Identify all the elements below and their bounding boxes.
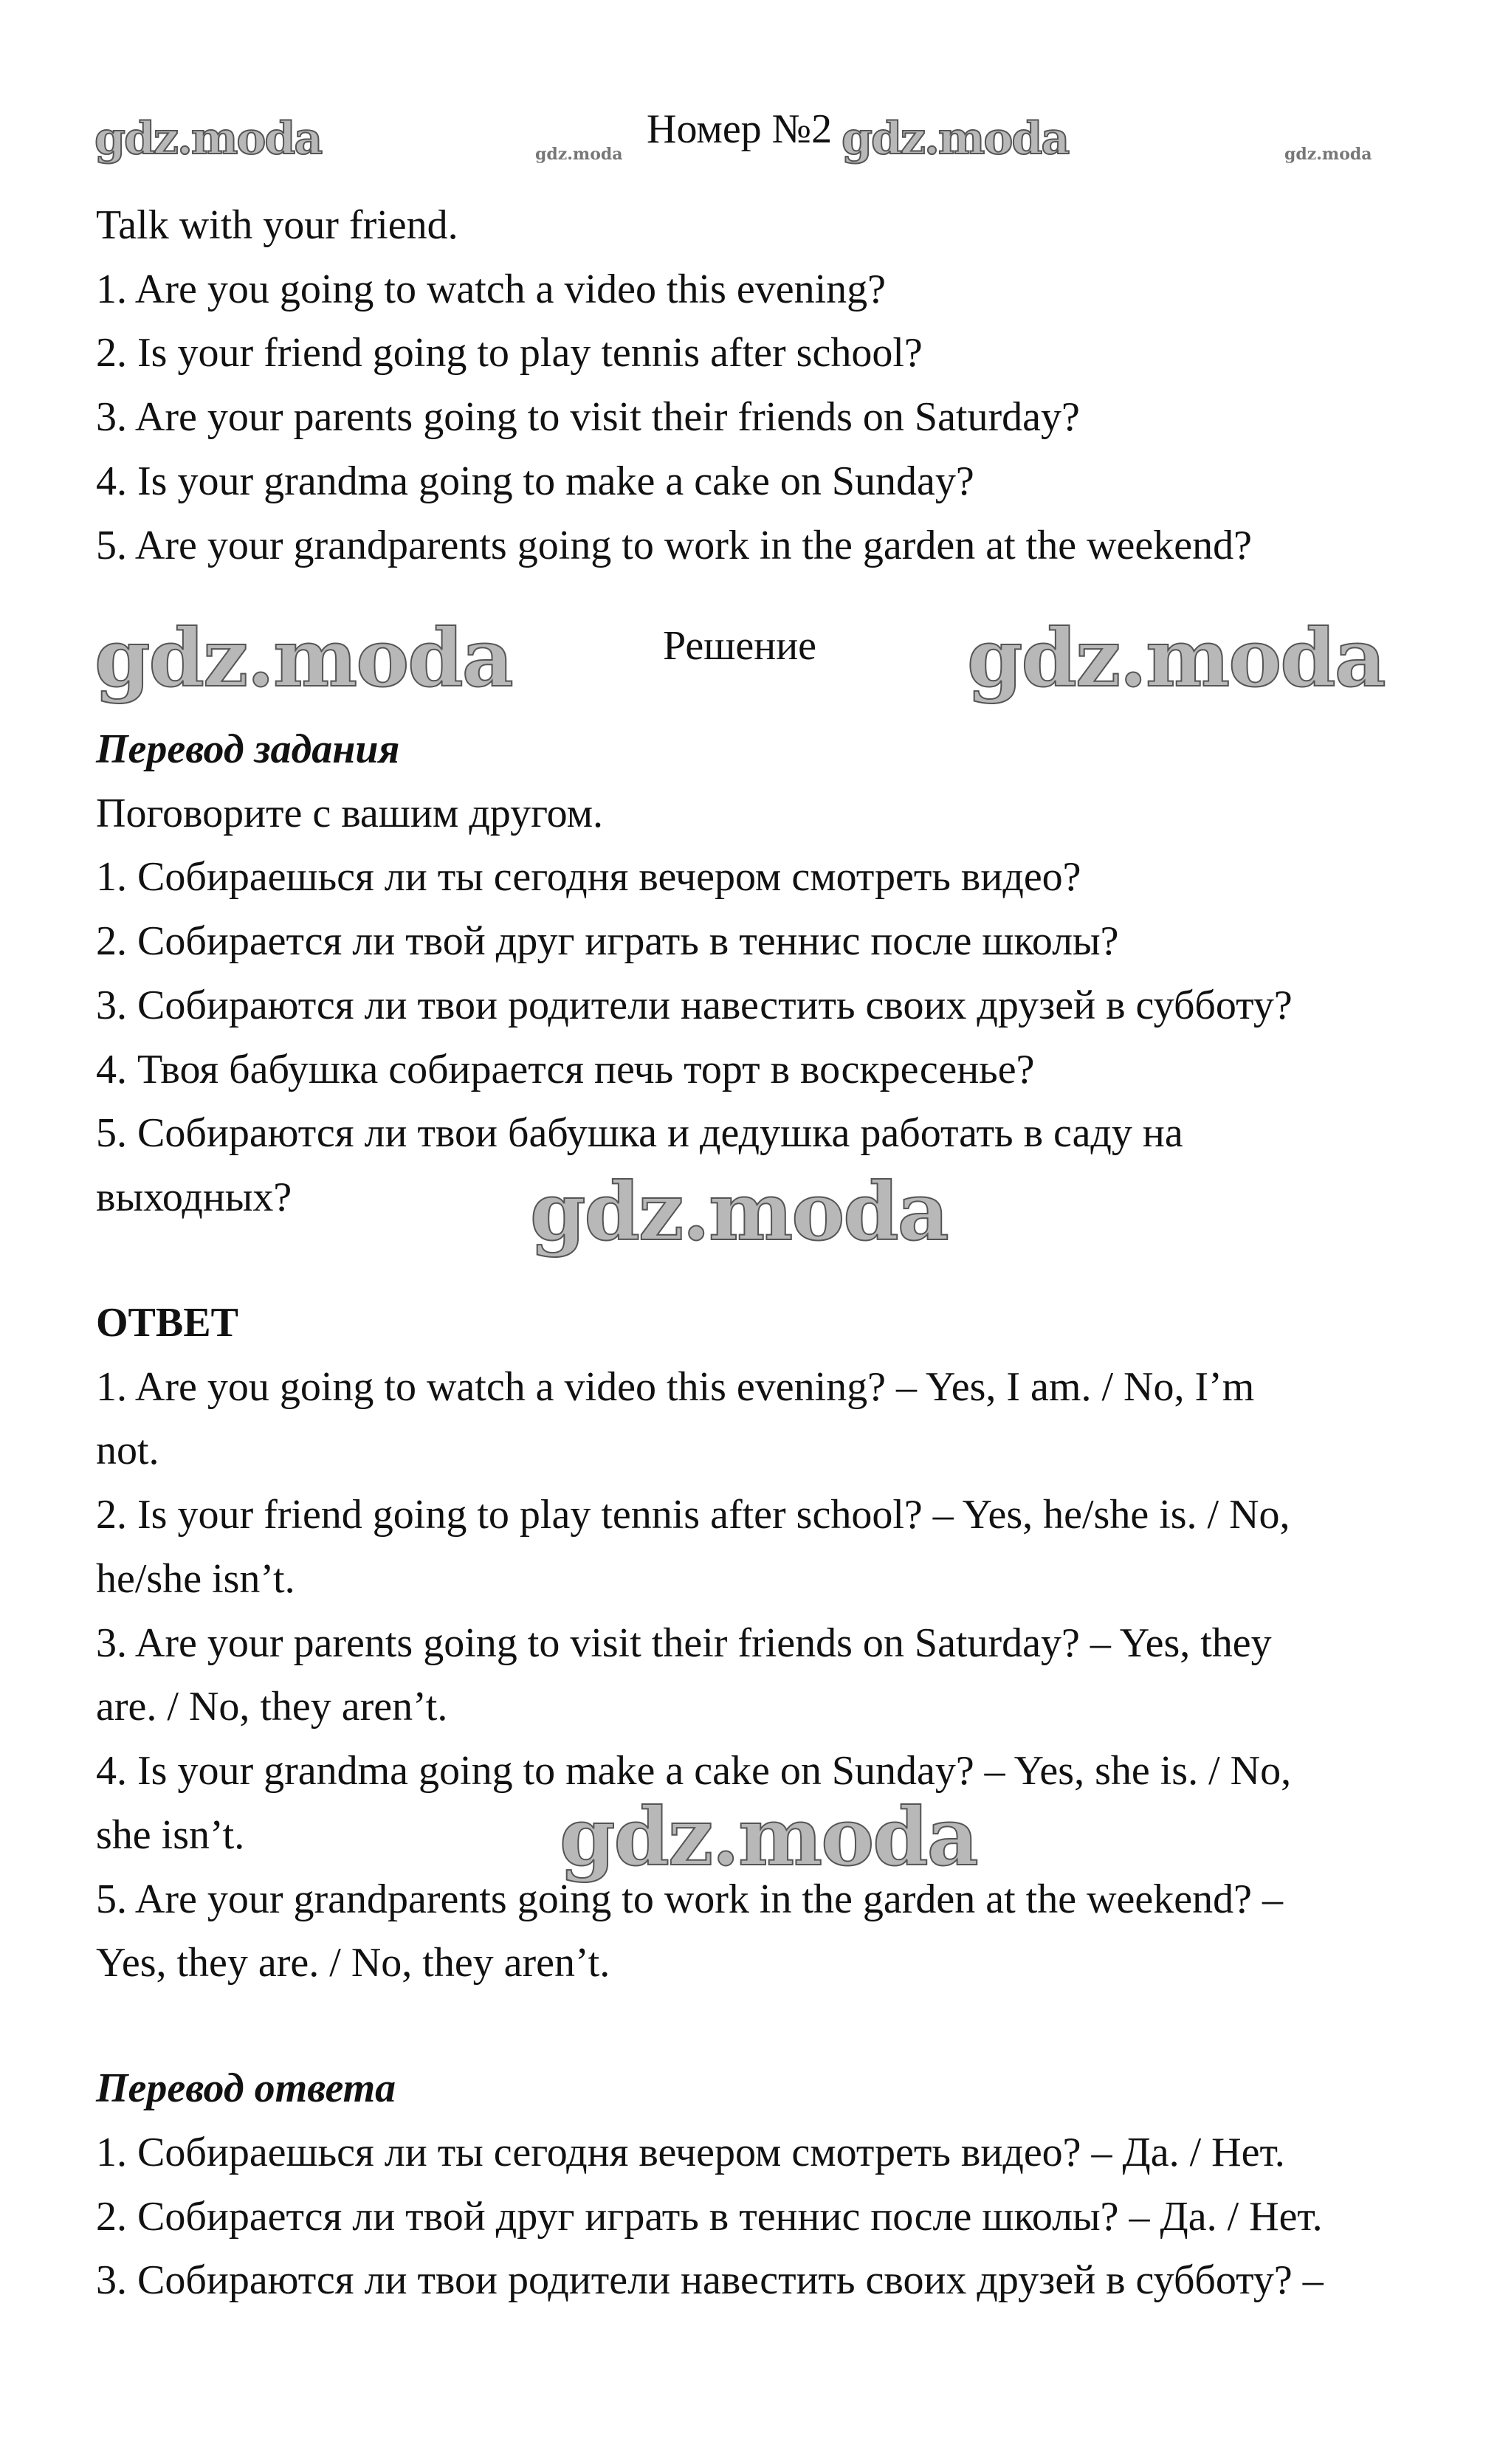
translation-line: 2. Собирается ли твой друг играть в теннис после школы? <box>96 918 1119 964</box>
answer-heading: ОТВЕТ <box>96 1300 238 1346</box>
answer-translation-line: 3. Собираются ли твои родители навестить своих друзей в субботу? – <box>96 2257 1324 2303</box>
translation-line: выходных? <box>96 1174 292 1220</box>
answer-line: not. <box>96 1428 159 1473</box>
task-line: 5. Are your grandparents going to work in the garden at the weekend? <box>96 523 1252 568</box>
watermark-logo: gdz.moda <box>560 1791 977 1884</box>
solution-label: Решение <box>663 623 817 669</box>
translation-heading: Перевод задания <box>96 726 400 772</box>
translation-line: 3. Собираются ли твои родители навестить своих друзей в субботу? <box>96 982 1293 1028</box>
answer-line: she isn’t. <box>96 1812 245 1858</box>
watermark-logo: gdz.moda <box>967 612 1385 705</box>
page-title: Номер №2 <box>647 106 833 152</box>
task-line: 1. Are you going to watch a video this evening? <box>96 266 886 312</box>
task-line: 3. Are your parents going to visit their friends on Saturday? <box>96 394 1080 440</box>
answer-line: he/she isn’t. <box>96 1556 295 1602</box>
answer-line: 5. Are your grandparents going to work in the garden at the weekend? – <box>96 1876 1283 1922</box>
answer-line: 2. Is your friend going to play tennis after school? – Yes, he/she is. / No, <box>96 1492 1290 1538</box>
task-line: Talk with your friend. <box>96 202 458 248</box>
translation-line: 5. Собираются ли твои бабушка и дедушка работать в саду на <box>96 1110 1183 1156</box>
translation-line: 4. Твоя бабушка собирается печь торт в воскресенье? <box>96 1047 1035 1092</box>
answer-line: Yes, they are. / No, they aren’t. <box>96 1940 610 1986</box>
answer-translation-line: 1. Собираешься ли ты сегодня вечером смотреть видео? – Да. / Нет. <box>96 2130 1285 2175</box>
answer-translation-line: 2. Собирается ли твой друг играть в теннис после школы? – Да. / Нет. <box>96 2194 1323 2240</box>
watermark-small: gdz.moda <box>535 145 623 164</box>
watermark-logo: gdz.moda <box>94 113 322 165</box>
task-line: 4. Is your grandma going to make a cake on Sunday? <box>96 458 974 504</box>
answer-line: 1. Are you going to watch a video this evening? – Yes, I am. / No, I’m <box>96 1364 1255 1410</box>
task-line: 2. Is your friend going to play tennis after school? <box>96 330 923 376</box>
translation-line: 1. Собираешься ли ты сегодня вечером смотреть видео? <box>96 854 1081 900</box>
answer-translation-heading: Перевод ответа <box>96 2065 396 2111</box>
watermark-logo: gdz.moda <box>530 1166 948 1259</box>
translation-line: Поговорите с вашим другом. <box>96 791 604 836</box>
watermark-small: gdz.moda <box>1284 145 1372 164</box>
answer-line: 3. Are your parents going to visit their friends on Saturday? – Yes, they <box>96 1620 1272 1666</box>
watermark-logo: gdz.moda <box>94 612 512 705</box>
watermark-logo: gdz.moda <box>842 113 1069 165</box>
answer-line: are. / No, they aren’t. <box>96 1684 448 1730</box>
answer-line: 4. Is your grandma going to make a cake on Sunday? – Yes, she is. / No, <box>96 1748 1292 1794</box>
